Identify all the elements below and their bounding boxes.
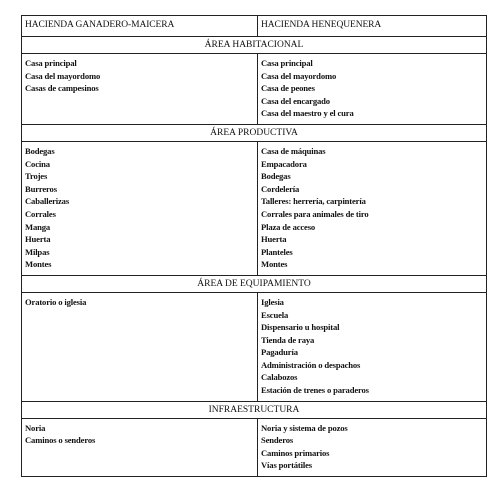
section-title-row-area-productiva — [22, 124, 487, 141]
header-right: HACIENDA HENEQUENERA — [261, 20, 382, 30]
list-item: Casas de campesinos — [25, 83, 99, 94]
section-content-row-area-de-equipamiento — [22, 292, 487, 401]
list-item: Corrales — [25, 208, 56, 219]
list-item: Cocina — [25, 158, 50, 169]
hacienda-comparison-table — [21, 15, 487, 477]
section-title-cell — [22, 37, 487, 54]
section-right-cell — [258, 141, 487, 275]
section-title-row-area-habitacional — [22, 37, 487, 54]
section-title-cell — [22, 275, 487, 292]
henequenera-list — [258, 419, 486, 476]
list-item: Noria — [25, 422, 46, 433]
section-title: ÁREA HABITACIONAL — [204, 40, 304, 50]
list-item: Milpas — [25, 246, 50, 257]
section-title-row-infraestructura — [22, 401, 487, 418]
list-item: Casa del maestro y el cura — [261, 108, 354, 119]
section-title-cell — [22, 401, 487, 418]
section-left-cell — [22, 418, 258, 476]
ganadero-maicera-list — [22, 54, 257, 99]
section-left-cell — [22, 54, 258, 125]
ganadero-maicera-list — [22, 142, 257, 275]
list-item: Administración o despachos — [261, 359, 361, 370]
table-body — [22, 16, 487, 477]
list-item: Escuela — [261, 309, 289, 320]
list-item: Planteles — [261, 246, 293, 257]
list-item: Casa del mayordomo — [25, 70, 101, 81]
list-item: Tienda de raya — [261, 334, 315, 345]
list-item: Huerta — [261, 234, 287, 245]
list-item: Bodegas — [25, 145, 55, 156]
list-item: Pagaduría — [261, 347, 298, 358]
list-item: Burreros — [25, 183, 57, 194]
list-item: Casa del mayordomo — [261, 70, 337, 81]
list-item: Cordelería — [261, 183, 300, 194]
list-item: Huerta — [25, 234, 51, 245]
list-item: Empacadora — [261, 158, 307, 169]
list-item: Montes — [25, 259, 52, 270]
section-left-cell — [22, 141, 258, 275]
section-right-cell — [258, 292, 487, 401]
list-item: Calabozos — [261, 372, 298, 383]
list-item: Estación de trenes o paraderos — [261, 385, 369, 396]
list-item: Iglesia — [261, 296, 284, 307]
section-left-cell — [22, 292, 258, 401]
list-item: Vías portátiles — [261, 460, 312, 471]
list-item: Caminos primarios — [261, 447, 330, 458]
section-title-cell — [22, 124, 487, 141]
list-item: Trojes — [25, 171, 48, 182]
list-item: Bodegas — [261, 171, 291, 182]
list-item: Corrales para animales de tiro — [261, 208, 369, 219]
list-item: Montes — [261, 259, 288, 270]
list-item: Casa del encargado — [261, 95, 330, 106]
list-item: Dispensario u hospital — [261, 322, 340, 333]
section-content-row-area-habitacional — [22, 54, 487, 125]
header-left: HACIENDA GANADERO-MAICERA — [25, 20, 175, 30]
section-title: ÁREA DE EQUIPAMIENTO — [197, 278, 311, 289]
list-item: Caminos o senderos — [25, 435, 96, 446]
ganadero-maicera-list — [22, 293, 257, 313]
list-item: Casa principal — [25, 58, 77, 68]
list-item: Talleres: herrería, carpintería — [261, 196, 366, 207]
section-title: INFRAESTRUCTURA — [208, 404, 300, 415]
header-left-cell — [22, 16, 258, 37]
section-right-cell — [258, 54, 487, 125]
list-item: Caballerizas — [25, 196, 70, 207]
list-item: Plaza de acceso — [261, 221, 316, 232]
henequenera-list — [258, 293, 486, 401]
ganadero-maicera-list — [22, 419, 257, 451]
section-title: ÁREA PRODUCTIVA — [210, 127, 298, 138]
henequenera-list — [258, 142, 486, 275]
section-content-row-area-productiva — [22, 141, 487, 275]
list-item: Senderos — [261, 435, 294, 446]
section-content-row-infraestructura — [22, 418, 487, 476]
section-right-cell — [258, 418, 487, 476]
list-item: Casa de máquinas — [261, 145, 326, 156]
header-row — [22, 16, 487, 37]
list-item: Oratorio o iglesia — [25, 296, 87, 307]
list-item: Manga — [25, 221, 51, 232]
list-item: Casa de peones — [261, 83, 315, 94]
section-title-row-area-de-equipamiento — [22, 275, 487, 292]
henequenera-list — [258, 54, 486, 124]
list-item: Noria y sistema de pozos — [261, 422, 348, 433]
header-right-cell — [258, 16, 487, 37]
list-item: Casa principal — [261, 58, 313, 68]
